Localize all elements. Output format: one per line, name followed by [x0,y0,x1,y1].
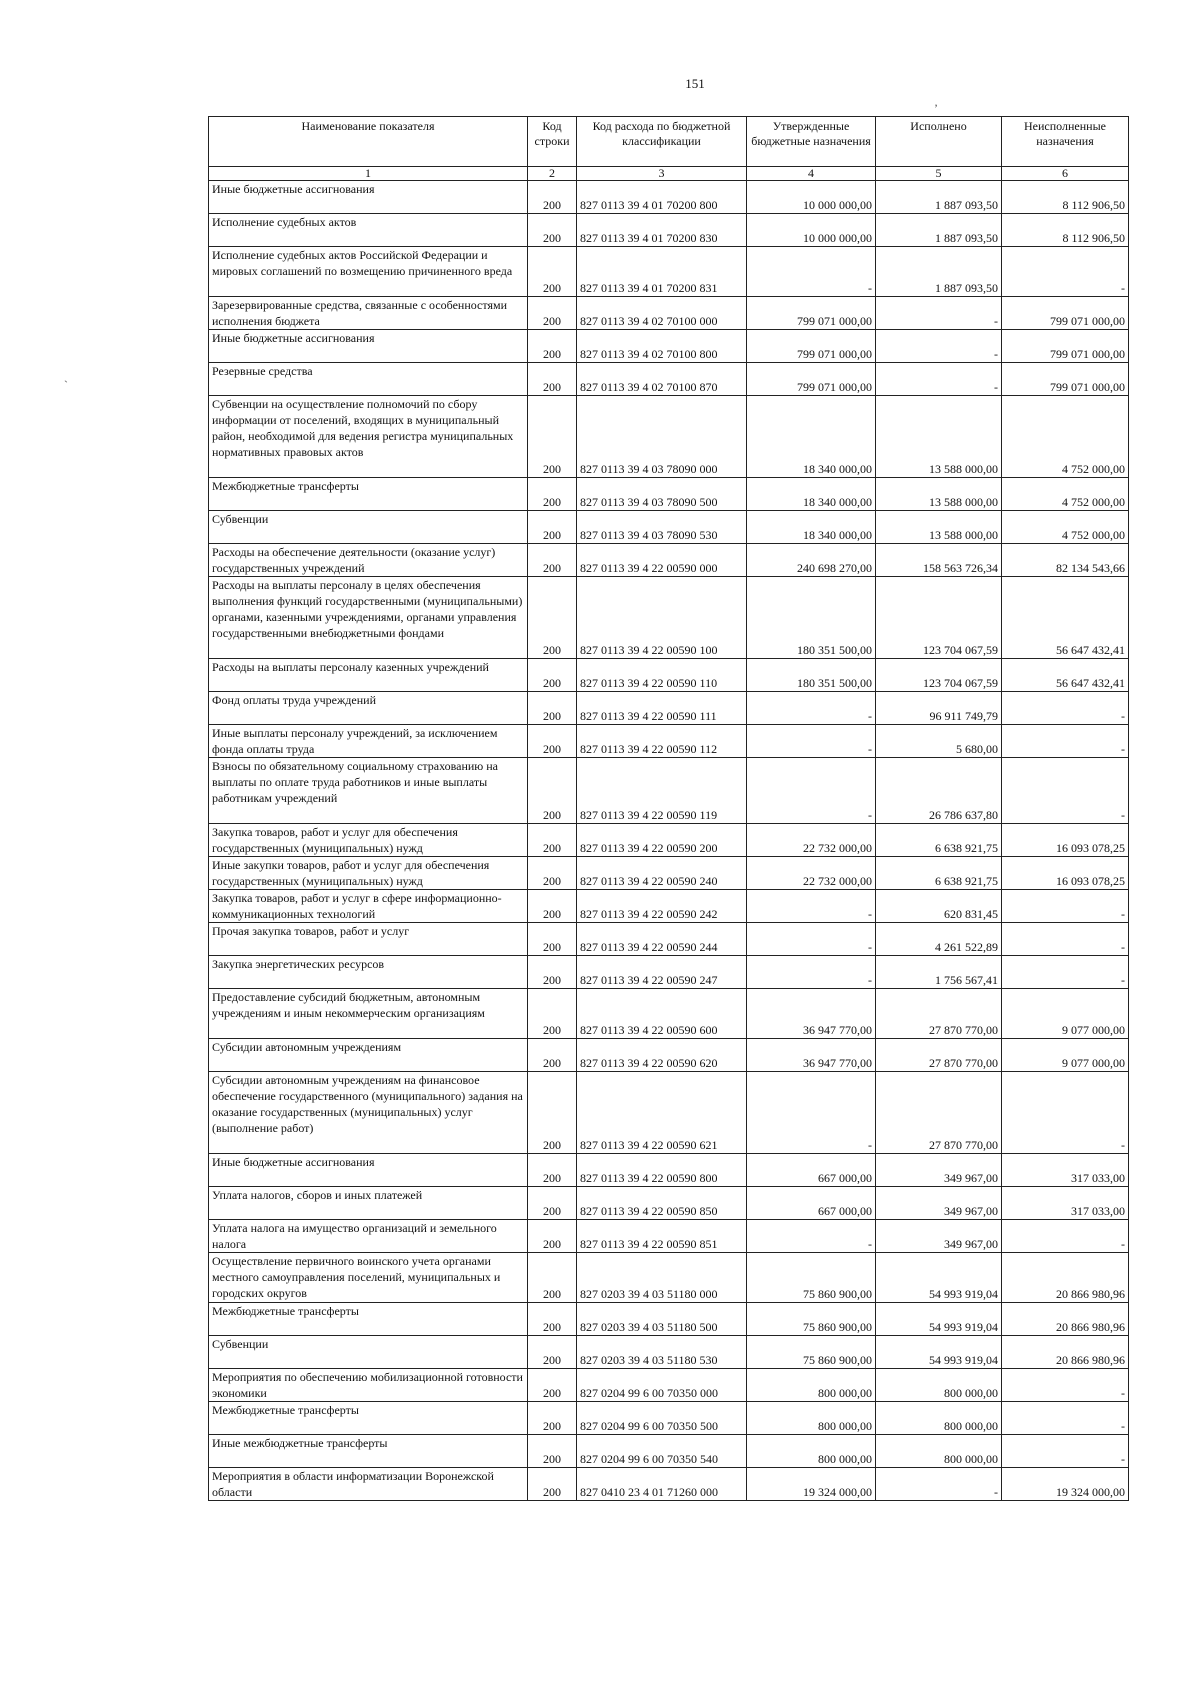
row-remaining: - [1002,1369,1129,1402]
row-name: Зарезервированные средства, связанные с особенностями исполнения бюджета [209,297,528,330]
row-expense-code: 827 0113 39 4 22 00590 112 [577,725,747,758]
row-expense-code: 827 0113 39 4 22 00590 240 [577,857,747,890]
row-line-code: 200 [528,989,577,1039]
row-remaining: 317 033,00 [1002,1154,1129,1187]
row-name: Иные закупки товаров, работ и услуг для обеспечения государственных (муниципальных) нужд [209,857,528,890]
row-line-code: 200 [528,1336,577,1369]
row-remaining: - [1002,1220,1129,1253]
row-name: Мероприятия по обеспечению мобилизационной готовности экономики [209,1369,528,1402]
row-name: Субвенции [209,511,528,544]
row-name: Закупка товаров, работ и услуг в сфере информационно-коммуникационных технологий [209,890,528,923]
row-name: Резервные средства [209,363,528,396]
row-line-code: 200 [528,857,577,890]
row-remaining: - [1002,956,1129,989]
row-approved: - [747,725,876,758]
header-indicator-name: Наименование показателя [209,117,528,167]
row-executed: 54 993 919,04 [876,1253,1002,1303]
row-name: Субсидии автономным учреждениям [209,1039,528,1072]
table-row [209,989,1129,1039]
column-number: 6 [1002,167,1129,181]
row-expense-code: 827 0113 39 4 01 70200 831 [577,247,747,297]
row-approved: 799 071 000,00 [747,297,876,330]
table-row [209,956,1129,989]
column-number: 3 [577,167,747,181]
row-expense-code: 827 0113 39 4 22 00590 000 [577,544,747,577]
row-line-code: 200 [528,247,577,297]
row-name: Межбюджетные трансферты [209,478,528,511]
table-row [209,923,1129,956]
row-name: Иные бюджетные ассигнования [209,1154,528,1187]
row-executed: 54 993 919,04 [876,1336,1002,1369]
table-row [209,1402,1129,1435]
header-row [209,117,1129,167]
row-executed: - [876,1468,1002,1501]
row-line-code: 200 [528,1154,577,1187]
row-approved: - [747,923,876,956]
row-name: Мероприятия в области информатизации Воронежской области [209,1468,528,1501]
row-line-code: 200 [528,1435,577,1468]
row-expense-code: 827 0113 39 4 22 00590 200 [577,824,747,857]
row-executed: - [876,363,1002,396]
row-name: Расходы на обеспечение деятельности (оказание услуг) государственных учреждений [209,544,528,577]
row-approved: 667 000,00 [747,1154,876,1187]
row-expense-code: 827 0113 39 4 22 00590 851 [577,1220,747,1253]
table-row [209,511,1129,544]
row-line-code: 200 [528,1220,577,1253]
row-expense-code: 827 0204 99 6 00 70350 540 [577,1435,747,1468]
row-line-code: 200 [528,577,577,659]
row-name: Исполнение судебных актов [209,214,528,247]
table-row [209,181,1129,214]
row-remaining: 56 647 432,41 [1002,659,1129,692]
row-executed: 800 000,00 [876,1402,1002,1435]
row-line-code: 200 [528,396,577,478]
row-line-code: 200 [528,956,577,989]
row-remaining: - [1002,247,1129,297]
table-row [209,890,1129,923]
row-executed: 5 680,00 [876,725,1002,758]
row-name: Иные межбюджетные трансферты [209,1435,528,1468]
row-expense-code: 827 0113 39 4 03 78090 000 [577,396,747,478]
row-expense-code: 827 0410 23 4 01 71260 000 [577,1468,747,1501]
table-row [209,1468,1129,1501]
row-expense-code: 827 0113 39 4 22 00590 110 [577,659,747,692]
row-approved: 667 000,00 [747,1187,876,1220]
row-remaining: - [1002,725,1129,758]
row-expense-code: 827 0203 39 4 03 51180 000 [577,1253,747,1303]
row-name: Осуществление первичного воинского учета органами местного самоуправления поселений, муниципальных и городских округов [209,1253,528,1303]
row-remaining: 9 077 000,00 [1002,1039,1129,1072]
row-expense-code: 827 0113 39 4 03 78090 500 [577,478,747,511]
header-approved: Утвержденные бюджетные назначения [747,117,876,167]
row-expense-code: 827 0204 99 6 00 70350 500 [577,1402,747,1435]
row-executed: 13 588 000,00 [876,396,1002,478]
row-executed: - [876,297,1002,330]
row-remaining: 4 752 000,00 [1002,511,1129,544]
header-executed: Исполнено [876,117,1002,167]
table-row [209,1154,1129,1187]
table-row [209,544,1129,577]
row-remaining: - [1002,758,1129,824]
row-approved: - [747,1220,876,1253]
row-remaining: 20 866 980,96 [1002,1303,1129,1336]
row-remaining: 4 752 000,00 [1002,478,1129,511]
row-expense-code: 827 0113 39 4 22 00590 119 [577,758,747,824]
row-expense-code: 827 0113 39 4 22 00590 850 [577,1187,747,1220]
row-name: Фонд оплаты труда учреждений [209,692,528,725]
row-executed: 27 870 770,00 [876,989,1002,1039]
column-number: 4 [747,167,876,181]
row-expense-code: 827 0113 39 4 01 70200 800 [577,181,747,214]
table-row [209,214,1129,247]
row-name: Межбюджетные трансферты [209,1303,528,1336]
row-executed: 1 887 093,50 [876,181,1002,214]
row-expense-code: 827 0113 39 4 22 00590 620 [577,1039,747,1072]
row-executed: 349 967,00 [876,1187,1002,1220]
row-approved: - [747,890,876,923]
row-approved: 75 860 900,00 [747,1303,876,1336]
table-row [209,363,1129,396]
table-row [209,1435,1129,1468]
row-line-code: 200 [528,1072,577,1154]
table-row [209,396,1129,478]
row-executed: 54 993 919,04 [876,1303,1002,1336]
row-approved: - [747,956,876,989]
row-name: Уплата налогов, сборов и иных платежей [209,1187,528,1220]
table-row [209,330,1129,363]
row-line-code: 200 [528,1402,577,1435]
row-line-code: 200 [528,1303,577,1336]
row-approved: 22 732 000,00 [747,824,876,857]
table-row [209,1039,1129,1072]
row-expense-code: 827 0204 99 6 00 70350 000 [577,1369,747,1402]
table-row [209,1253,1129,1303]
row-executed: - [876,330,1002,363]
row-expense-code: 827 0113 39 4 02 70100 870 [577,363,747,396]
row-line-code: 200 [528,725,577,758]
row-expense-code: 827 0113 39 4 22 00590 111 [577,692,747,725]
table-row [209,725,1129,758]
row-line-code: 200 [528,659,577,692]
row-line-code: 200 [528,692,577,725]
row-line-code: 200 [528,1369,577,1402]
row-approved: 75 860 900,00 [747,1336,876,1369]
row-executed: 620 831,45 [876,890,1002,923]
row-expense-code: 827 0113 39 4 02 70100 000 [577,297,747,330]
row-remaining: - [1002,692,1129,725]
row-approved: 36 947 770,00 [747,989,876,1039]
row-approved: 18 340 000,00 [747,478,876,511]
row-remaining: 799 071 000,00 [1002,330,1129,363]
table-row [209,1303,1129,1336]
row-line-code: 200 [528,544,577,577]
table-row [209,758,1129,824]
row-remaining: 56 647 432,41 [1002,577,1129,659]
row-remaining: 19 324 000,00 [1002,1468,1129,1501]
row-approved: 18 340 000,00 [747,511,876,544]
row-expense-code: 827 0113 39 4 22 00590 100 [577,577,747,659]
row-executed: 27 870 770,00 [876,1072,1002,1154]
row-executed: 26 786 637,80 [876,758,1002,824]
row-approved: 10 000 000,00 [747,214,876,247]
row-line-code: 200 [528,478,577,511]
row-name: Иные бюджетные ассигнования [209,330,528,363]
row-remaining: - [1002,890,1129,923]
row-expense-code: 827 0113 39 4 02 70100 800 [577,330,747,363]
row-remaining: - [1002,923,1129,956]
row-line-code: 200 [528,923,577,956]
row-approved: 240 698 270,00 [747,544,876,577]
row-name: Расходы на выплаты персоналу в целях обеспечения выполнения функций государственными (муниципальными) органами, казенными учреждениями, органами управления государственными внебюджетными фондами [209,577,528,659]
row-line-code: 200 [528,297,577,330]
row-executed: 4 261 522,89 [876,923,1002,956]
row-executed: 158 563 726,34 [876,544,1002,577]
row-executed: 1 756 567,41 [876,956,1002,989]
row-name: Закупка товаров, работ и услуг для обеспечения государственных (муниципальных) нужд [209,824,528,857]
table-row [209,857,1129,890]
table-row [209,247,1129,297]
row-line-code: 200 [528,363,577,396]
table-row [209,659,1129,692]
row-approved: - [747,1072,876,1154]
table-row [209,577,1129,659]
row-approved: 19 324 000,00 [747,1468,876,1501]
table-row [209,692,1129,725]
row-executed: 6 638 921,75 [876,857,1002,890]
row-name: Иные бюджетные ассигнования [209,181,528,214]
row-name: Субсидии автономным учреждениям на финансовое обеспечение государственного (муниципального) задания на оказание государственных (муниципальных) услуг (выполнение работ) [209,1072,528,1154]
row-approved: 180 351 500,00 [747,577,876,659]
row-remaining: 16 093 078,25 [1002,857,1129,890]
column-number: 5 [876,167,1002,181]
row-approved: 799 071 000,00 [747,363,876,396]
row-executed: 1 887 093,50 [876,214,1002,247]
row-line-code: 200 [528,214,577,247]
row-executed: 800 000,00 [876,1435,1002,1468]
row-executed: 6 638 921,75 [876,824,1002,857]
row-name: Иные выплаты персоналу учреждений, за исключением фонда оплаты труда [209,725,528,758]
row-expense-code: 827 0113 39 4 03 78090 530 [577,511,747,544]
row-remaining: - [1002,1435,1129,1468]
row-executed: 349 967,00 [876,1154,1002,1187]
row-line-code: 200 [528,330,577,363]
column-number: 2 [528,167,577,181]
row-expense-code: 827 0203 39 4 03 51180 500 [577,1303,747,1336]
table-row [209,1336,1129,1369]
row-expense-code: 827 0113 39 4 22 00590 244 [577,923,747,956]
row-executed: 96 911 749,79 [876,692,1002,725]
column-number: 1 [209,167,528,181]
table-row [209,297,1129,330]
table-row [209,1220,1129,1253]
table-row [209,1072,1129,1154]
row-executed: 13 588 000,00 [876,511,1002,544]
row-line-code: 200 [528,511,577,544]
row-expense-code: 827 0203 39 4 03 51180 530 [577,1336,747,1369]
row-approved: - [747,758,876,824]
budget-execution-table [208,116,1129,1501]
table-row [209,478,1129,511]
row-remaining: - [1002,1402,1129,1435]
row-name: Межбюджетные трансферты [209,1402,528,1435]
header-expense-code: Код расхода по бюджетной классификации [577,117,747,167]
row-approved: - [747,247,876,297]
row-expense-code: 827 0113 39 4 01 70200 830 [577,214,747,247]
row-line-code: 200 [528,890,577,923]
row-approved: 800 000,00 [747,1369,876,1402]
row-name: Субвенции на осуществление полномочий по сбору информации от поселений, входящих в муниципальный район, необходимой для ведения регистра муниципальных нормативных правовых актов [209,396,528,478]
row-name: Исполнение судебных актов Российской Федерации и мировых соглашений по возмещению причиненного вреда [209,247,528,297]
row-line-code: 200 [528,758,577,824]
row-executed: 123 704 067,59 [876,659,1002,692]
row-approved: 36 947 770,00 [747,1039,876,1072]
row-approved: 10 000 000,00 [747,181,876,214]
row-approved: - [747,692,876,725]
row-remaining: 9 077 000,00 [1002,989,1129,1039]
row-expense-code: 827 0113 39 4 22 00590 621 [577,1072,747,1154]
row-approved: 800 000,00 [747,1435,876,1468]
row-line-code: 200 [528,181,577,214]
row-approved: 18 340 000,00 [747,396,876,478]
row-name: Предоставление субсидий бюджетным, автономным учреждениям и иным некоммерческим организациям [209,989,528,1039]
row-line-code: 200 [528,1039,577,1072]
row-remaining: 4 752 000,00 [1002,396,1129,478]
table-row [209,1369,1129,1402]
row-remaining: 799 071 000,00 [1002,363,1129,396]
row-approved: 800 000,00 [747,1402,876,1435]
row-executed: 27 870 770,00 [876,1039,1002,1072]
row-remaining: 799 071 000,00 [1002,297,1129,330]
row-expense-code: 827 0113 39 4 22 00590 242 [577,890,747,923]
row-remaining: 20 866 980,96 [1002,1253,1129,1303]
header-line-code: Код строки [528,117,577,167]
row-remaining: 20 866 980,96 [1002,1336,1129,1369]
row-name: Взносы по обязательному социальному страхованию на выплаты по оплате труда работников и иные выплаты работникам учреждений [209,758,528,824]
row-expense-code: 827 0113 39 4 22 00590 600 [577,989,747,1039]
row-executed: 13 588 000,00 [876,478,1002,511]
row-expense-code: 827 0113 39 4 22 00590 247 [577,956,747,989]
row-remaining: 16 093 078,25 [1002,824,1129,857]
row-approved: 180 351 500,00 [747,659,876,692]
row-line-code: 200 [528,1253,577,1303]
row-line-code: 200 [528,1468,577,1501]
table-row [209,824,1129,857]
table-row [209,1187,1129,1220]
row-remaining: 82 134 543,66 [1002,544,1129,577]
row-line-code: 200 [528,1187,577,1220]
row-remaining: 317 033,00 [1002,1187,1129,1220]
header-remaining: Неисполненные назначения [1002,117,1129,167]
row-remaining: 8 112 906,50 [1002,214,1129,247]
row-name: Закупка энергетических ресурсов [209,956,528,989]
page-number: 151 [685,76,705,91]
row-line-code: 200 [528,824,577,857]
row-executed: 349 967,00 [876,1220,1002,1253]
stray-mark: ’ [934,101,938,115]
row-name: Субвенции [209,1336,528,1369]
row-approved: 799 071 000,00 [747,330,876,363]
row-name: Уплата налога на имущество организаций и земельного налога [209,1220,528,1253]
row-remaining: 8 112 906,50 [1002,181,1129,214]
row-remaining: - [1002,1072,1129,1154]
column-number-row [209,167,1129,181]
stray-mark: ` [64,378,68,392]
row-approved: 22 732 000,00 [747,857,876,890]
row-approved: 75 860 900,00 [747,1253,876,1303]
table-body [209,181,1129,1501]
row-executed: 123 704 067,59 [876,577,1002,659]
row-executed: 1 887 093,50 [876,247,1002,297]
row-name: Расходы на выплаты персоналу казенных учреждений [209,659,528,692]
row-name: Прочая закупка товаров, работ и услуг [209,923,528,956]
row-expense-code: 827 0113 39 4 22 00590 800 [577,1154,747,1187]
row-executed: 800 000,00 [876,1369,1002,1402]
